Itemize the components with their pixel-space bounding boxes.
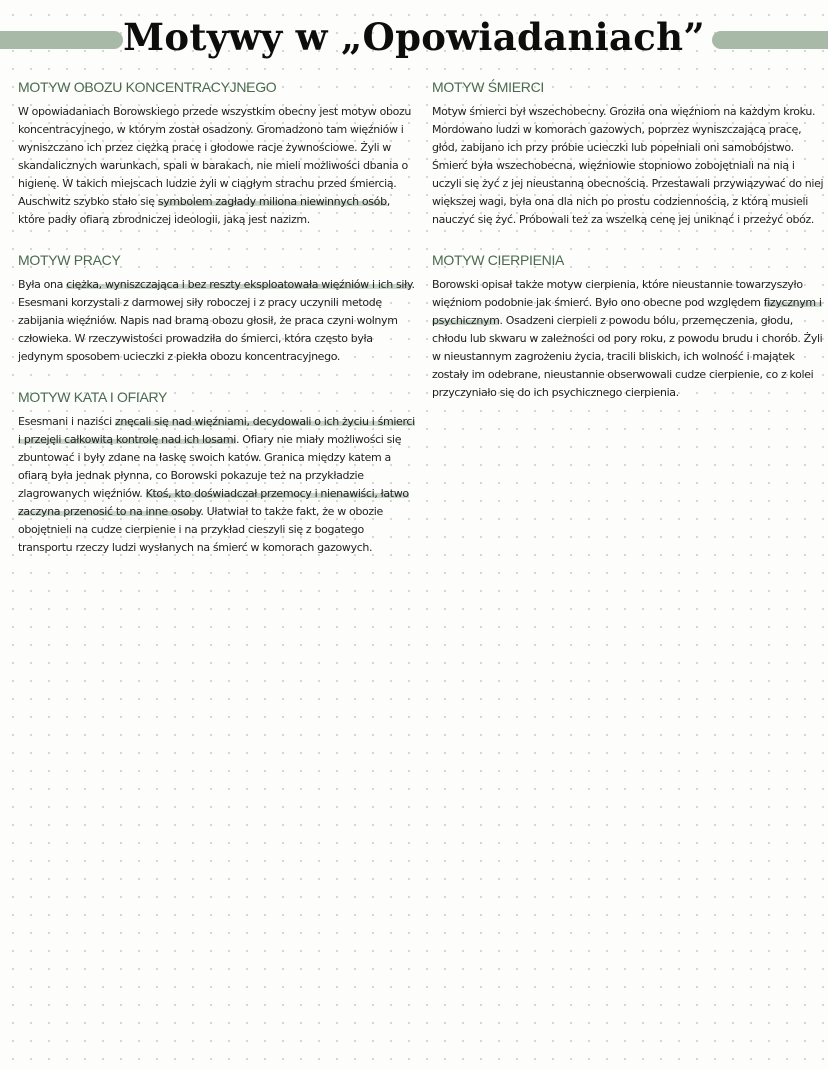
highlighted-text: Ktoś, kto doświadczał przemocy i nienawiści, łatwo zaczyna przenosić to na inne osoby [18,487,409,518]
highlighted-text: fizycznym i psychicznym [432,296,822,327]
section-obozu [18,79,418,229]
section-pracy [18,252,418,366]
section-heading: MOTYW KATA I OFIARY [18,389,168,405]
right-column [432,79,826,425]
page-title: Motywy w „Opowiadaniach” [123,15,705,59]
section-heading: MOTYW PRACY [18,252,121,268]
highlighted-text: ciężka, wyniszczająca i bez reszty eksploatowała więźniów i ich siły [66,278,412,291]
section-kata [18,389,418,557]
section-text: Śmierć była wszechobecna, więźniowie stopniowo zobojętniali na nią i uczyli się żyć z jej nieustanną obecnością. Przestawali przywiązywać do niej większej wagi, była ona dla nich po prostu codziennością, z którą musieli nauczyć się żyć. Próbowali też za wszelką cenę jej uniknąć i przeżyć obóz. [432,159,824,226]
section-text: Motyw śmierci był wszechobecny. Groziła ona więźniom na każdym kroku. Mordowano ludzi w komorach gazowych, poprzez wyniszczającą pracę, głód, zabijano ich przy próbie ucieczki lub popełniali oni samobójstwo. [432,105,816,154]
section-text: W opowiadaniach Borowskiego przede wszystkim obecny jest motyw obozu koncentracyjnego, w którym został osadzony. Gromadzono tam więźniów i wyniszczano ich przez ciężką pracę i głodowe racje żywnościowe. Żyli w skandalicznych warunkach, spali w barakach, nie mieli możliwości dbania o higienę. W takich miejscach ludzie żyli w ciągłym strachu przed śmiercią. Auschwitz szybko stało się symbolem zagłady miliona niewinnych osób, które padły ofiarą zbrodniczej ideologii, jaką jest nazizm. [18,105,412,226]
section-cierpienia [432,252,826,402]
section-text: Była ona ciężka, wyniszczająca i bez reszty eksploatowała więźniów i ich siły. Esesmani korzystali z darmowej siły roboczej i z pracy uczynili metodę zabijania więźniów. Napis nad bramą obozu głosił, że praca czyni wolnym człowieka. W rzeczywistości prowadziła do śmierci, która często była jedynym sposobem ucieczki z piekła obozu koncentracyjnego. [18,278,415,363]
section-text: Borowski opisał także motyw cierpienia, które nieustannie towarzyszyło więźniom podobnie jak śmierć. Było ono obecne pod względem fizycznym i psychicznym. Osadzeni cierpieli z powodu bólu, przemęczenia, głodu, chłodu lub skwaru w zależności od pory roku, z powodu brudu i chorób. Żyli w nieustannym zagrożeniu życia, tracili bliskich, ich wolność i majątek zostały im odebrane, nieustannie obserwowali cudze cierpienie, co z kolei przyczyniało się do ich psychicznego cierpienia. [432,278,823,399]
section-heading: MOTYW ŚMIERCI [432,79,544,95]
section-heading: MOTYW OBOZU KONCENTRACYJNEGO [18,79,277,95]
section-heading: MOTYW CIERPIENIA [432,252,565,268]
highlighted-text: znęcali się nad więźniami, decydowali o ich życiu i śmierci i przejęli całkowitą kontrolę nad ich losami [18,415,415,446]
section-text: Esesmani i naziści znęcali się nad więźniami, decydowali o ich życiu i śmierci i przejęli całkowitą kontrolę nad ich losami. Ofiary nie miały możliwości się zbuntować i były zdane na łaskę swoich katów. Granica między katem a ofiarą była jednak płynna, co Borowski pokazuje też na przykładzie zlagrowanych więźniów. Ktoś, kto doświadczał przemocy i nienawiści, łatwo zaczyna przenosić to na inne osoby. Ułatwiał to także fakt, że w obozie obojętnieli na cudze cierpienie i na przykład cieszyli się z bogatego transportu rzeczy ludzi wysłanych na śmierć w komorach gazowych. [18,415,415,554]
left-column [18,79,418,580]
section-smierci [432,79,826,229]
highlighted-text: symbolem zagłady miliona niewinnych osób [157,195,387,208]
